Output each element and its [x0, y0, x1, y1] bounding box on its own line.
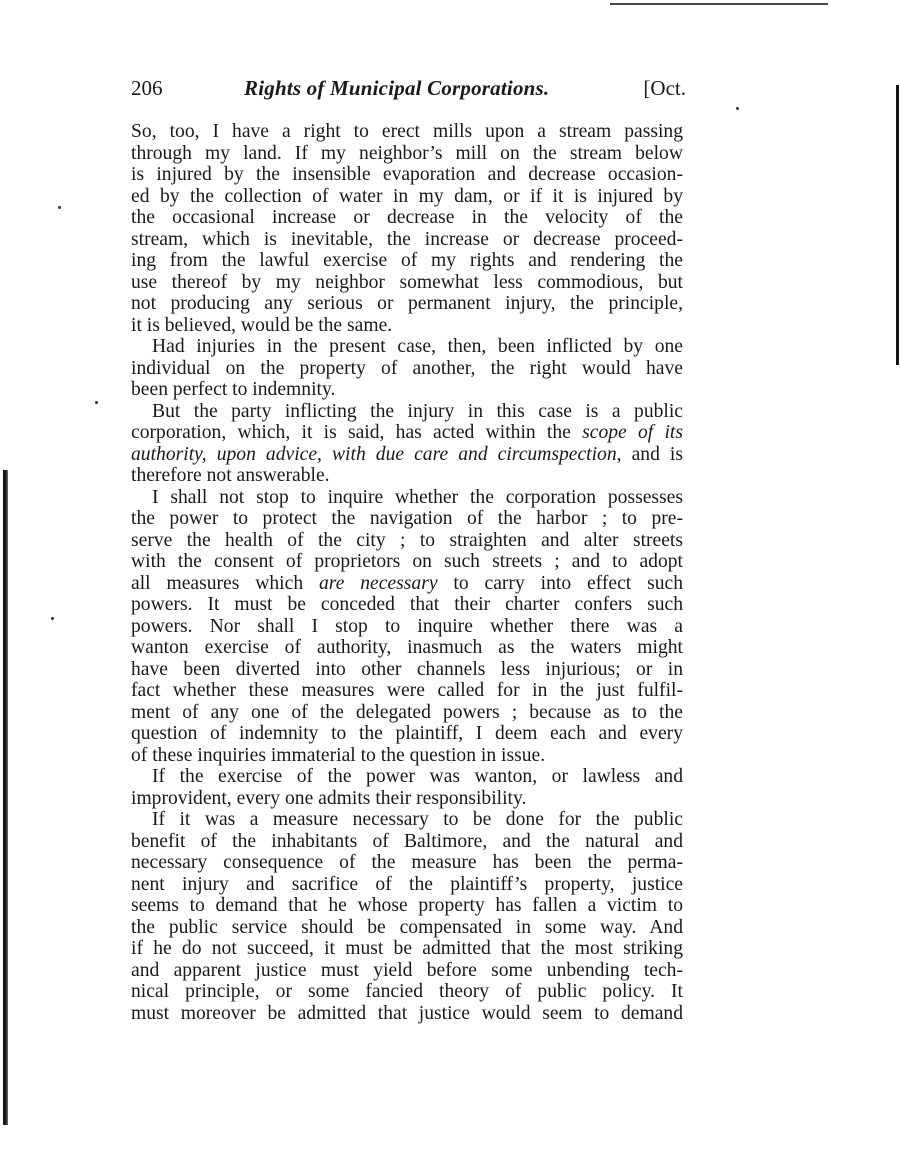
text-segment: the public service should be compensated in some way. And [131, 916, 683, 938]
text-segment: I shall not stop to inquire whether the corporation possesses [152, 486, 683, 508]
paragraph [131, 336, 683, 401]
text-line [131, 1003, 683, 1025]
text-line [131, 659, 683, 681]
text-line [131, 444, 683, 466]
scan-speck [51, 617, 54, 620]
text-line [131, 530, 683, 552]
text-line [131, 293, 683, 315]
text-segment: corporation, which, it is said, has acted within the [131, 422, 583, 443]
text-line [131, 207, 683, 229]
text-segment: So, too, I have a right to erect mills upon a stream passing [131, 121, 683, 142]
scan-speck [58, 206, 61, 209]
text-segment: If the exercise of the power was wanton, or lawless and [152, 766, 683, 787]
text-segment: improvident, every one admits their responsibility. [131, 787, 527, 809]
text-line [131, 960, 683, 982]
text-segment: powers. Nor shall I stop to inquire whether there was a [131, 615, 683, 637]
text-line [131, 788, 683, 810]
text-line [131, 917, 683, 939]
text-line [131, 637, 683, 659]
text-line [131, 938, 683, 960]
text-segment: if he do not succeed, it must be admitted that the most striking [131, 938, 683, 959]
text-segment: individual on the property of another, the right would have [131, 357, 683, 379]
text-line [131, 680, 683, 702]
text-line [131, 616, 683, 638]
text-line [131, 164, 683, 186]
text-line [131, 401, 683, 423]
text-line [131, 379, 683, 401]
scan-binding-edge-left [3, 470, 8, 1125]
text-segment: , and is [616, 443, 683, 465]
text-line [131, 551, 683, 573]
text-line [131, 508, 683, 530]
running-title: Rights of Municipal Corporations. [244, 76, 550, 100]
text-segment: therefore not answerable. [131, 465, 330, 486]
page-header [131, 76, 686, 106]
text-line [131, 487, 683, 509]
running-date: [Oct. [643, 76, 686, 100]
text-line [131, 766, 683, 788]
text-line [131, 143, 683, 165]
text-line [131, 573, 683, 595]
text-segment: been perfect to indemnity. [131, 379, 336, 400]
paragraph [131, 487, 683, 767]
scan-page-edge-right [896, 85, 899, 365]
text-segment: the power to protect the navigation of the harbor ; to pre- [131, 508, 683, 529]
text-segment: If it was a measure necessary to be done for the public [152, 809, 683, 830]
text-segment: serve the health of the city ; to straighten and alter streets [131, 529, 683, 551]
text-segment: seems to demand that he whose property has fallen a victim to [131, 895, 683, 916]
text-segment: not producing any serious or permanent injury, the principle, [131, 293, 683, 314]
text-segment: all measures which [131, 572, 319, 594]
text-segment: ing from the lawful exercise of my rights and rendering the [131, 250, 683, 271]
text-line [131, 229, 683, 251]
italic-text: authority, upon advice, with due care and circumspection [131, 443, 617, 465]
text-line [131, 336, 683, 358]
text-segment: stream, which is inevitable, the increase or decrease proceed- [131, 228, 683, 250]
text-segment: ed by the collection of water in my dam, or if it is injured by [131, 185, 683, 207]
italic-text: are necessary [319, 572, 438, 594]
body-text [131, 121, 683, 1024]
text-segment: the occasional increase or decrease in the velocity of the [131, 207, 683, 228]
text-segment: and apparent justice must yield before some unbending tech- [131, 959, 683, 981]
page-number: 206 [131, 76, 163, 100]
text-line [131, 315, 683, 337]
text-line [131, 186, 683, 208]
text-segment: Had injuries in the present case, then, been inflicted by one [152, 336, 683, 357]
paragraph [131, 766, 683, 809]
text-segment: But the party inflicting the injury in this case is a public [152, 400, 683, 422]
text-segment: with the consent of proprietors on such streets ; and to adopt [131, 551, 683, 572]
text-segment: to carry into effect such [437, 572, 683, 594]
italic-text: scope of its [582, 422, 683, 443]
text-segment: nical principle, or some fancied theory of public policy. It [131, 981, 683, 1002]
text-segment: must moreover be admitted that justice would seem to demand [131, 1002, 683, 1024]
paragraph [131, 809, 683, 1024]
scan-top-rule [610, 3, 828, 5]
text-line [131, 358, 683, 380]
text-line [131, 723, 683, 745]
text-line [131, 981, 683, 1003]
text-segment: use thereof by my neighbor somewhat less commodious, but [131, 271, 683, 293]
text-line [131, 594, 683, 616]
text-line [131, 852, 683, 874]
text-segment: it is believed, would be the same. [131, 314, 393, 336]
text-line [131, 745, 683, 767]
paragraph [131, 121, 683, 336]
text-segment: of these inquiries immaterial to the question in issue. [131, 744, 546, 766]
text-segment: question of indemnity to the plaintiff, I deem each and every [131, 723, 683, 744]
text-line [131, 895, 683, 917]
text-segment: wanton exercise of authority, inasmuch as the waters might [131, 637, 683, 658]
scan-speck [736, 107, 739, 110]
text-line [131, 465, 683, 487]
text-segment: have been diverted into other channels less injurious; or in [131, 658, 683, 680]
text-line [131, 422, 683, 444]
text-line [131, 272, 683, 294]
text-segment: is injured by the insensible evaporation and decrease occasion- [131, 164, 683, 185]
text-segment: powers. It must be conceded that their charter confers such [131, 594, 683, 615]
text-line [131, 121, 683, 143]
text-line [131, 874, 683, 896]
text-segment: benefit of the inhabitants of Baltimore, and the natural and [131, 830, 683, 852]
paragraph [131, 401, 683, 487]
text-segment: ment of any one of the delegated powers ; because as to the [131, 701, 683, 723]
text-segment: through my land. If my neighbor’s mill on the stream below [131, 142, 683, 164]
text-segment: nent injury and sacrifice of the plaintiff’s property, justice [131, 873, 683, 895]
text-segment: necessary consequence of the measure has been the perma- [131, 852, 683, 873]
scan-speck [95, 401, 98, 404]
text-line [131, 809, 683, 831]
text-segment: fact whether these measures were called for in the just fulfil- [131, 680, 683, 701]
text-line [131, 702, 683, 724]
text-line [131, 250, 683, 272]
text-line [131, 831, 683, 853]
